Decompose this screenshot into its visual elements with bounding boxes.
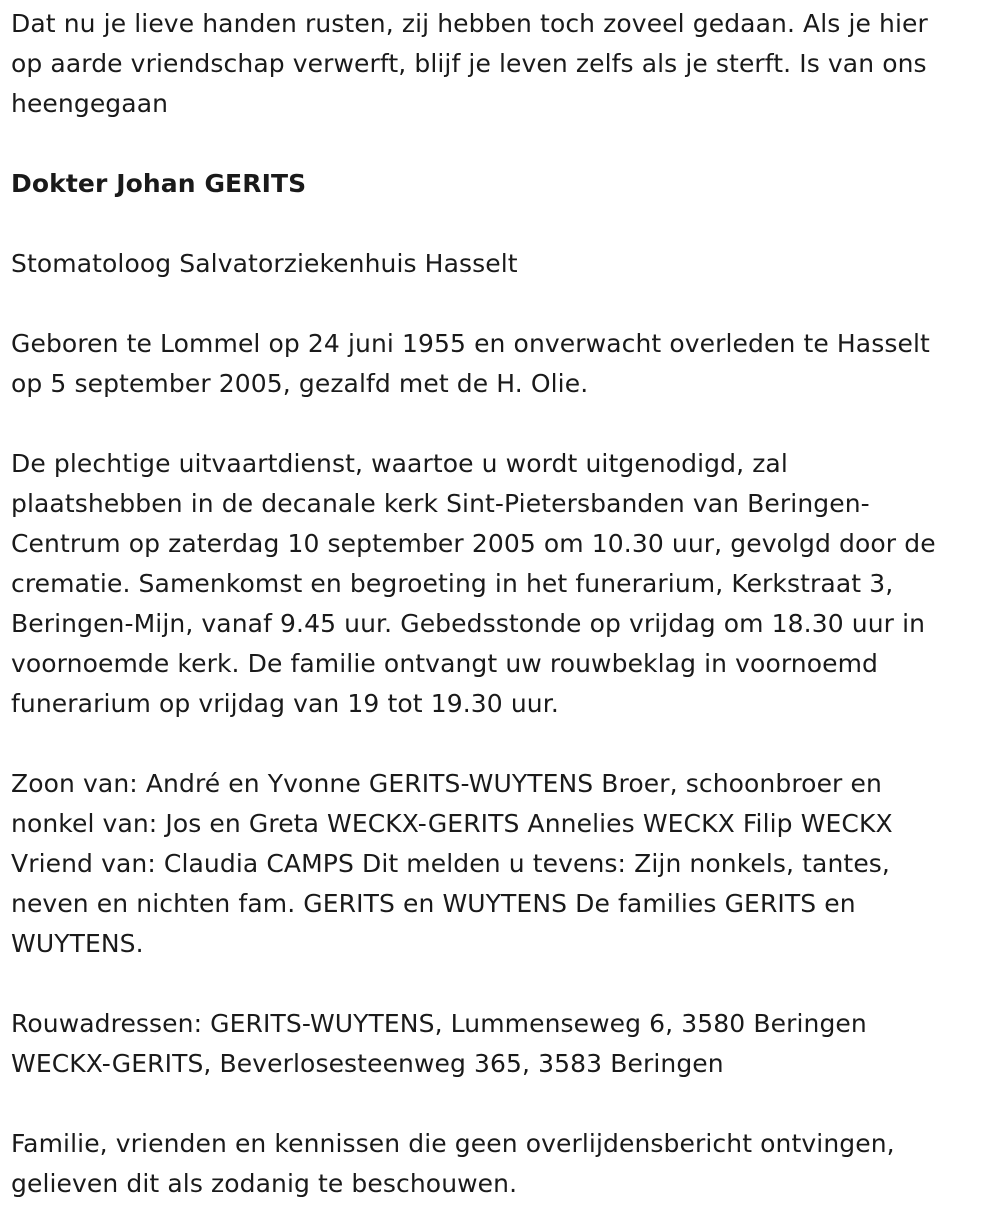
obituary-notice xyxy=(11,4,991,1204)
closing-paragraph: Familie, vrienden en kennissen die geen overlijdensbericht ontvingen, gelieven dit als zodanig te beschouwen. xyxy=(11,1129,895,1198)
birth-death-paragraph: Geboren te Lommel op 24 juni 1955 en onverwacht overleden te Hasselt op 5 september 2005, gezalfd met de H. Olie. xyxy=(11,329,930,398)
opening-verse: Dat nu je lieve handen rusten, zij hebben toch zoveel gedaan. Als je hier op aarde vriendschap verwerft, blijf je leven zelfs als je sterft. Is van ons heengegaan xyxy=(11,9,928,118)
occupation-line: Stomatoloog Salvatorziekenhuis Hasselt xyxy=(11,249,518,278)
family-paragraph: Zoon van: André en Yvonne GERITS-WUYTENS Broer, schoonbroer en nonkel van: Jos en Greta WECKX-GERITS Annelies WECKX Filip WECKX Vriend van: Claudia CAMPS Dit melden u tevens: Zijn nonkels, tantes, neven en nichten fam. GERITS en WUYTENS De families GERITS en WUYTENS. xyxy=(11,769,893,958)
funeral-service-paragraph: De plechtige uitvaartdienst, waartoe u wordt uitgenodigd, zal plaatshebben in de decanale kerk Sint-Pietersbanden van Beringen- Centrum op zaterdag 10 september 2005 om 10.30 uur, gevolgd door de crematie. Samenkomst en begroeting in het funerarium, Kerkstraat 3, Beringen-Mijn, vanaf 9.45 uur. Gebedsstonde op vrijdag om 18.30 uur in voornoemde kerk. De familie ontvangt uw rouwbeklag in voornoemd funerarium op vrijdag van 19 tot 19.30 uur. xyxy=(11,449,936,718)
deceased-name: Dokter Johan GERITS xyxy=(11,169,307,198)
condolence-addresses-paragraph: Rouwadressen: GERITS-WUYTENS, Lummenseweg 6, 3580 Beringen WECKX-GERITS, Beverlosesteenweg 365, 3583 Beringen xyxy=(11,1009,867,1078)
